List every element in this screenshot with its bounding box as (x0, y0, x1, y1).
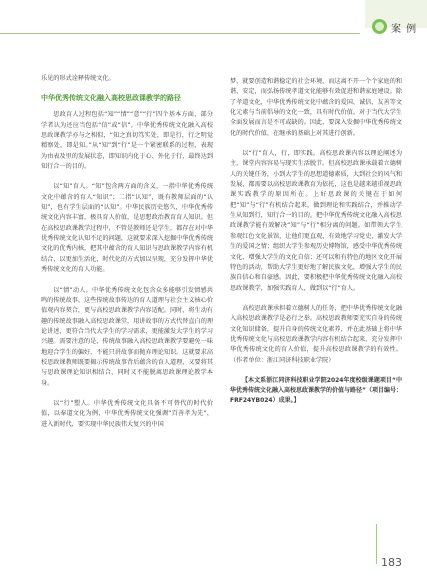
paragraph: 思政育人过程包括“知”“情”“意”“行”四个基本方面，部分学者认为还应当包括“信”或“信”。中华优秀传统文化融入高校思政课教学亦与之相似，“知之真切笃实处，即是行，行之明觉精察处，即是知。”从“知”到“行”是一个紧密联系的过程，表现为由表及里的发展状态，即知识内化于心、外化于行，最终达到知行合一的目的。 (41, 111, 213, 171)
paragraph: 以“知”育人。“知”包含两方面的含义，一指中华优秀传统文化中蕴含的育人“知识”；二指“认知”，既有教师层面的“认知”，也有学生层面的“认知”。中华民族历史悠久，中华优秀传统文化内容丰富，极具育人价值，是思想政治教育育人知识。但在高校思政课教学过程中，不管是教师还是学生，都存在对中华优秀传统文化认知不足的问题，这就要求深入挖掘中华优秀传统文化的优秀内核，把其中蕴含的育人知识与思政课教学内容有机结合，以更加生活化、时代化的方式加以呈现，充分发挥中华优秀传统文化的育人功能。 (41, 183, 213, 274)
left-column (41, 74, 213, 430)
page-number: 183 (381, 556, 402, 569)
paragraph: 梦，就要创造和谐稳定的社会环境，而这离不开一个个家庭的和谐、安定，而弘扬传统孝道文化能够有效促进和谐家庭建设。除了孝道文化，中华优秀传统文化中蕴含的爱国、诚信、友善等文化元素与当前倡导的文化一致，具有时代价值。对于当代大学生全面发展而言是不可或缺的。因此，要深入发掘中华优秀传统文化的时代价值，在继承的基础上对其进行创新。 (230, 78, 402, 137)
right-column (230, 77, 402, 406)
section-label: 案 例 (391, 24, 418, 35)
paragraph: 以“行”塑人。中华优秀传统文化具备不可替代的时代价值，以奉道文化为例，中华优秀传统文化强调“百善孝为先”，进入新时代，要实现中华民族伟大复兴的中国 (41, 399, 213, 428)
footer-rule (376, 524, 377, 564)
section-heading: 中华优秀传统文化融入高校思政课教学的路径 (41, 94, 181, 103)
paragraph: 以“情”动人。中华优秀传统文化包含众多能够引发情感共鸣的传统故事。这些传统故事传达的育人道理与社会主义核心价值观内容契合，更与高校思政课教学内容适配。同时，将生动有趣的传统故事融入高校思政课堂，用讲故事的方式代替直白的理论讲述，更符合当代大学生的学习需求，更能激发大学生的学习兴趣。需要注意的是，传统故事融入高校思政课教学要避免一味地迎合学生的偏好，不能只讲故事而抛弃理论知识。这就要求高校思政课教师既要揭示传统故事背后蕴含的育人道理，又要将其与思政课理论知识相结合，同时又不能脱离思政课理论教学本身。 (41, 286, 213, 387)
paragraph: 乐见的形式诠释传统文化。 (41, 75, 115, 82)
paragraph: 高校思政课承担着立德树人的任务，把中华优秀传统文化融入高校思政课教学是必行之举。高校思政教师要充实自身的传统文化知识储备，提升自身的传统文化素养，并在此基础上将中华优秀传统文化与高校思政课教学内容有机结合起来，充分发挥中华优秀传统文化的育人价值，提升高校思政课教学的有效性。（作者单位：浙江同济科技职业学院） (230, 304, 402, 364)
paragraph: 以“行”育人，行，即实践。高校思政课内容以理论阐述为主，课堂内容容易与现实生活脱节。但高校思政课承载着立德树人的关键任务，小到大学生的思想道德素质，大到社会的风气和发展，都需要以高校思政课教育为依托，这也是越来越重视思政课实践教学的原因所在。上好思政课的关键在于如何把“知”与“行”有机结合起来，做到理论和实践结合，并推动学生从知到行，知行合一的目的。把中华优秀传统文化融入高校思政课教学能有效解决“知”与“行”相分离的问题。如带领大学生参观红色文化景馆，让他们更直观、有效地学习党史，激发大学生的爱国之情；组织大学生参观历史博物馆，感受中华优秀传统文化，增强大学生的文化自信；还可以和有特色的地区文化开展特色的活动，帮助大学生更好地了解民族文化，增强大学生的民族自信心和自豪感。因此，要积极把中华优秀传统文化融入高校思政课教学，加强实践育人，做到以“行”育人。 (230, 150, 402, 292)
funding-note: 【本文系浙江同济科技职业学院2024年度校级课题项目“中华优秀传统文化融入高校思政课教学的价值与路径”（项目编号：FRF24YB024）成果。】 (230, 376, 402, 404)
section-leaf-icon (372, 19, 387, 34)
header-rule (0, 33, 360, 34)
